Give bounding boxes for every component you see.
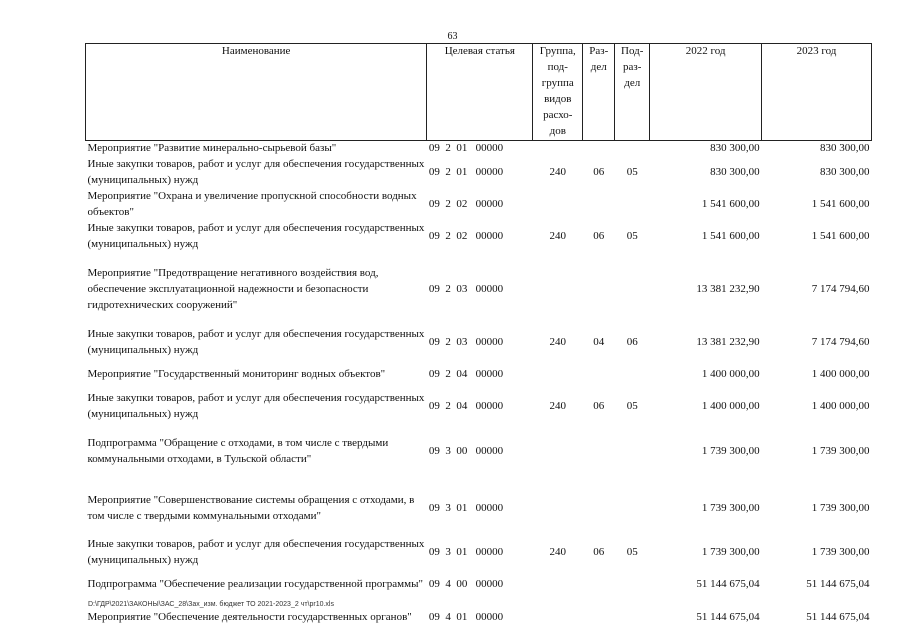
row-section: 06 (593, 165, 605, 178)
row-amount-2023: 7 174 794,60 (811, 335, 870, 348)
table-row (86, 327, 872, 359)
row-subsection: 05 (626, 545, 638, 558)
row-subsection (615, 601, 650, 635)
row-section (583, 189, 615, 221)
row-amount-2022: 1 400 000,00 (701, 367, 760, 380)
row-expense-group: 240 (549, 545, 567, 558)
row-target-article: 09 2 01 00000 (428, 141, 504, 154)
row-subsection (615, 481, 650, 537)
row-subsection (615, 140, 650, 156)
header-section: Раз- дел (583, 44, 615, 141)
row-section (583, 140, 615, 156)
row-expense-group (533, 359, 583, 391)
row-expense-group: 240 (549, 335, 567, 348)
table-row (86, 391, 872, 423)
row-target-article: 09 4 00 00000 (428, 577, 504, 590)
row-name: Подпрограмма "Обеспечение реализации государственной программы" (87, 577, 423, 590)
row-amount-2022: 13 381 232,90 (696, 282, 760, 295)
row-subsection (615, 253, 650, 327)
table-row (86, 157, 872, 189)
row-expense-group: 240 (549, 399, 567, 412)
row-expense-group (533, 140, 583, 156)
row-subsection: 05 (626, 165, 638, 178)
row-subsection (615, 569, 650, 601)
row-amount-2022: 1 739 300,00 (701, 444, 760, 457)
row-target-article: 09 3 00 00000 (428, 444, 504, 457)
row-expense-group (533, 189, 583, 221)
row-amount-2023: 51 144 675,04 (806, 577, 870, 590)
table-row (86, 537, 872, 569)
row-expense-group (533, 423, 583, 481)
row-target-article: 09 3 01 00000 (428, 501, 504, 514)
row-target-article: 09 2 04 00000 (428, 399, 504, 412)
row-amount-2023: 1 541 600,00 (811, 229, 870, 242)
row-amount-2023: 830 300,00 (820, 141, 870, 154)
row-amount-2023: 7 174 794,60 (811, 282, 870, 295)
row-amount-2022: 13 381 232,90 (696, 335, 760, 348)
row-section (583, 359, 615, 391)
table-row (86, 423, 872, 481)
row-amount-2022: 1 541 600,00 (701, 197, 760, 210)
row-name: Иные закупки товаров, работ и услуг для обеспечения государственных (муниципальных) нужд (87, 221, 425, 250)
row-expense-group: 240 (549, 165, 567, 178)
header-expense-group: Группа, под- группа видов расхо- дов (533, 44, 583, 141)
row-target-article: 09 2 01 00000 (428, 165, 504, 178)
row-section: 04 (593, 335, 605, 348)
row-amount-2022: 1 739 300,00 (701, 501, 760, 514)
row-section: 06 (593, 399, 605, 412)
row-section (583, 481, 615, 537)
header-year-2023: 2023 год (762, 44, 872, 141)
header-name: Наименование (86, 44, 427, 141)
row-section (583, 253, 615, 327)
row-section (583, 601, 615, 635)
row-amount-2023: 1 400 000,00 (811, 399, 870, 412)
row-expense-group: 240 (549, 229, 567, 242)
row-subsection: 06 (626, 335, 638, 348)
row-amount-2023: 1 739 300,00 (811, 501, 870, 514)
header-row (86, 44, 872, 141)
row-subsection (615, 423, 650, 481)
row-name: Мероприятие "Обеспечение деятельности государственных органов" (87, 610, 412, 623)
row-subsection (615, 189, 650, 221)
row-section: 06 (593, 545, 605, 558)
row-target-article: 09 2 03 00000 (428, 282, 504, 295)
row-amount-2022: 830 300,00 (710, 141, 760, 154)
row-target-article: 09 2 04 00000 (428, 367, 504, 380)
table-row (86, 221, 872, 253)
row-amount-2023: 51 144 675,04 (806, 610, 870, 623)
row-amount-2023: 1 739 300,00 (811, 444, 870, 457)
row-amount-2022: 51 144 675,04 (696, 577, 760, 590)
row-subsection: 05 (626, 399, 638, 412)
row-name: Иные закупки товаров, работ и услуг для обеспечения государственных (муниципальных) нужд (87, 537, 425, 566)
row-name: Иные закупки товаров, работ и услуг для обеспечения государственных (муниципальных) нужд (87, 157, 425, 186)
row-expense-group (533, 253, 583, 327)
row-name: Мероприятие "Государственный мониторинг водных объектов" (87, 367, 386, 380)
row-name: Мероприятие "Предотвращение негативного воздействия вод, обеспечение эксплуатационной надежности и безопасности гидротехнических сооружений" (87, 266, 379, 311)
table-row (86, 189, 872, 221)
row-expense-group (533, 569, 583, 601)
table-row (86, 253, 872, 327)
row-target-article: 09 2 03 00000 (428, 335, 504, 348)
row-name: Иные закупки товаров, работ и услуг для обеспечения государственных (муниципальных) нужд (87, 391, 425, 420)
row-amount-2022: 1 400 000,00 (701, 399, 760, 412)
header-year-2022: 2022 год (650, 44, 762, 141)
row-name: Мероприятие "Развитие минерально-сырьевой базы" (87, 141, 337, 154)
table-row (86, 569, 872, 601)
row-name: Мероприятие "Совершенствование системы обращения с отходами, в том числе с твердыми коммунальными отходами" (87, 493, 415, 522)
row-name: Подпрограмма "Обращение с отходами, в том числе с твердыми коммунальными отходами, в Тульской области" (87, 436, 389, 465)
row-amount-2023: 1 541 600,00 (811, 197, 870, 210)
row-section (583, 569, 615, 601)
row-name: Мероприятие "Охрана и увеличение пропускной способности водных объектов" (87, 189, 417, 218)
header-target-article: Целевая статья (427, 44, 533, 141)
table-row (86, 359, 872, 391)
row-target-article: 09 4 01 00000 (428, 610, 504, 623)
row-subsection (615, 359, 650, 391)
row-target-article: 09 3 01 00000 (428, 545, 504, 558)
row-expense-group (533, 481, 583, 537)
row-amount-2023: 830 300,00 (820, 165, 870, 178)
row-name: Иные закупки товаров, работ и услуг для обеспечения государственных (муниципальных) нужд (87, 327, 425, 356)
row-amount-2022: 1 541 600,00 (701, 229, 760, 242)
table-row (86, 140, 872, 156)
header-subsection: Под- раз- дел (615, 44, 650, 141)
row-amount-2022: 1 739 300,00 (701, 545, 760, 558)
page-number: 63 (447, 31, 458, 42)
row-amount-2022: 51 144 675,04 (696, 610, 760, 623)
row-section (583, 423, 615, 481)
budget-table (85, 43, 872, 635)
row-section: 06 (593, 229, 605, 242)
file-path-footer: D:\ГДР\2021\ЗАКОНЫ\ЗАС_28\Зах_изм. бюджет ТО 2021-2023_2 чт\pr10.xls (88, 601, 334, 608)
row-target-article: 09 2 02 00000 (428, 229, 504, 242)
table-row (86, 481, 872, 537)
row-target-article: 09 2 02 00000 (428, 197, 504, 210)
row-amount-2022: 830 300,00 (710, 165, 760, 178)
row-subsection: 05 (626, 229, 638, 242)
row-amount-2023: 1 400 000,00 (811, 367, 870, 380)
row-amount-2023: 1 739 300,00 (811, 545, 870, 558)
row-expense-group (533, 601, 583, 635)
